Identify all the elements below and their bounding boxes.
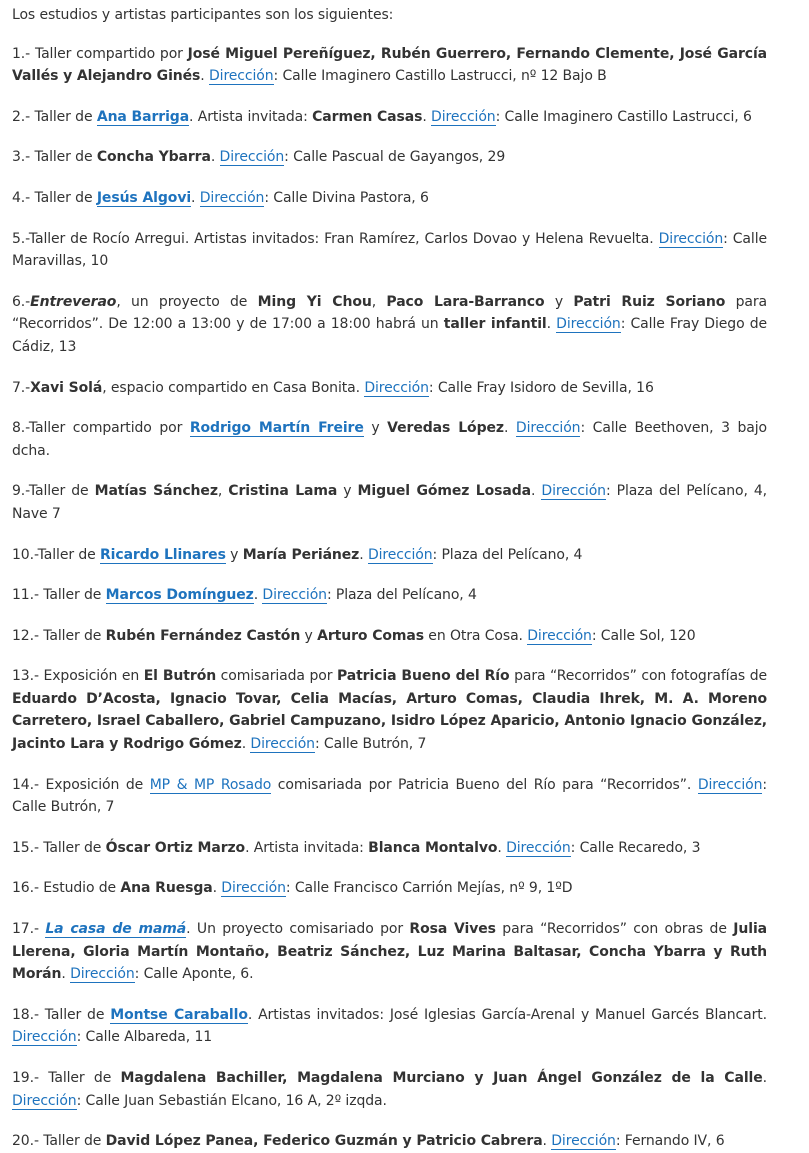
item-text: : Calle Albareda, 11 xyxy=(76,1029,213,1046)
address-link[interactable]: Dirección xyxy=(658,230,724,247)
artist-name: José Miguel Pereñíguez, Rubén Guerrero, Fernando Clemente, José García Vallés y Alejandro Ginés xyxy=(12,45,767,85)
item-text: . Artista invitada: xyxy=(189,108,313,125)
venue-item xyxy=(12,877,767,900)
item-text: 7.- xyxy=(12,379,31,396)
item-text: . xyxy=(191,189,200,206)
item-text: : Plaza del Pelícano, 4, Nave 7 xyxy=(12,483,768,522)
item-text: . Artista invitada: xyxy=(245,839,369,856)
venue-item xyxy=(12,625,767,648)
item-text: 19.- Taller de xyxy=(12,1070,121,1086)
venue-item xyxy=(12,1067,767,1112)
item-text: 20.- Taller de xyxy=(12,1133,106,1150)
address-link[interactable]: Dirección xyxy=(221,880,286,897)
item-text: , xyxy=(217,483,229,500)
item-text: para “Recorridos” con obras de xyxy=(495,921,734,938)
artist-name: David López Panea, Federico Guzmán y Patricio Cabrera xyxy=(105,1133,543,1150)
artist-link[interactable]: Ana Barriga xyxy=(96,108,190,125)
address-link[interactable]: Dirección xyxy=(556,316,621,333)
venue-item xyxy=(12,774,767,819)
address-link[interactable]: Dirección xyxy=(219,149,285,166)
item-text: : Calle Aponte, 6. xyxy=(134,966,254,983)
artist-name: Julia Llerena, Gloria Martín Montaño, Beatriz Sánchez, Luz Marina Baltasar, Concha Ybarra y Ruth Morán xyxy=(12,921,767,983)
item-text: 10.-Taller de xyxy=(12,546,100,563)
item-text: : Calle Sol, 120 xyxy=(591,627,696,644)
item-text: : Calle Juan Sebastián Elcano, 16 A, 2º izqda. xyxy=(76,1092,387,1109)
artist-name: Ming Yi Chou xyxy=(257,293,372,310)
venue-item xyxy=(12,918,767,986)
address-link[interactable]: Dirección xyxy=(199,189,265,206)
venue-item xyxy=(12,417,767,462)
item-text: . xyxy=(212,880,222,897)
item-text: : Fernando IV, 6 xyxy=(615,1133,725,1150)
artist-name: María Periánez xyxy=(242,546,360,563)
artist-name: Entreverao xyxy=(30,293,117,310)
artist-name: Concha Ybarra xyxy=(96,149,211,166)
address-link[interactable]: Dirección xyxy=(12,1092,77,1109)
artist-name: Carmen Casas xyxy=(312,108,423,125)
venue-item xyxy=(12,291,767,359)
artist-name: taller infantil xyxy=(443,316,547,333)
artist-name: Patricia Bueno del Río xyxy=(336,668,510,685)
artist-name: Rubén Fernández Castón xyxy=(105,627,301,644)
item-text: . xyxy=(200,68,209,85)
item-text: . xyxy=(253,587,263,604)
artist-name: Rosa Vives xyxy=(409,921,496,938)
item-text: : Calle Beethoven, 3 bajo dcha. xyxy=(12,420,768,459)
item-text: : Calle Imaginero Castillo Lastrucci, nº 12 Bajo B xyxy=(273,68,607,85)
address-link[interactable]: Dirección xyxy=(250,736,315,753)
artist-link[interactable]: Montse Caraballo xyxy=(110,1006,248,1023)
intro-text: Los estudios y artistas participantes son los siguientes: xyxy=(12,7,394,23)
item-text: comisariada por Patricia Bueno del Río para “Recorridos”. xyxy=(271,776,698,793)
item-text: 12.- Taller de xyxy=(12,627,106,644)
item-text: y xyxy=(225,546,243,563)
item-text: en Otra Cosa. xyxy=(423,627,528,644)
venue-item xyxy=(12,1130,767,1153)
venue-list xyxy=(12,43,767,1153)
item-text: , espacio compartido en Casa Bonita. xyxy=(102,379,365,396)
venue-item xyxy=(12,146,767,169)
item-text: 5.-Taller de Rocío Arregui. Artistas invitados: Fran Ramírez, Carlos Dovao y Helena Revuelta. xyxy=(12,230,659,247)
item-text: 4.- Taller de xyxy=(12,189,97,206)
item-text: : Calle Francisco Carrión Mejías, nº 9, 1ºD xyxy=(285,880,573,897)
venue-item xyxy=(12,43,767,88)
item-text: 1.- Taller compartido por xyxy=(12,45,188,62)
item-text: y xyxy=(300,627,318,644)
item-text: 16.- Estudio de xyxy=(12,880,121,897)
address-link[interactable]: Dirección xyxy=(506,839,571,856)
venue-item xyxy=(12,187,767,210)
address-link[interactable]: Dirección xyxy=(431,108,496,125)
address-link[interactable]: Dirección xyxy=(697,776,763,793)
item-text: , un proyecto de xyxy=(116,293,258,310)
address-link[interactable]: Dirección xyxy=(70,966,135,983)
item-text: . xyxy=(241,736,251,753)
item-text: . xyxy=(503,420,516,437)
artist-name: Xavi Solá xyxy=(30,379,103,396)
item-text: 15.- Taller de xyxy=(12,839,106,856)
address-link[interactable]: Dirección xyxy=(367,546,433,563)
address-link[interactable]: Dirección xyxy=(527,627,592,644)
artist-link[interactable]: La casa de mamá xyxy=(45,921,187,938)
item-text: y xyxy=(544,293,574,310)
artist-link[interactable]: Ricardo Llinares xyxy=(100,546,226,563)
item-text: : Calle Divina Pastora, 6 xyxy=(264,189,429,206)
item-text: , xyxy=(371,293,387,310)
item-text: : Plaza del Pelícano, 4 xyxy=(326,587,477,604)
item-text: : Calle Butrón, 7 xyxy=(314,736,427,753)
artist-link[interactable]: MP & MP Rosado xyxy=(149,776,272,793)
artist-name: Miguel Gómez Losada xyxy=(357,483,531,500)
artist-name: Matías Sánchez xyxy=(94,483,218,500)
artist-name: Magdalena Bachiller, Magdalena Murciano y Juan Ángel González de la Calle xyxy=(120,1070,763,1086)
item-text: : Calle Maravillas, 10 xyxy=(12,230,767,270)
item-text: : Calle Fray Isidoro de Sevilla, 16 xyxy=(428,379,654,396)
item-text: : Calle Imaginero Castillo Lastrucci, 6 xyxy=(495,108,752,125)
item-text: . xyxy=(210,149,220,166)
venue-item xyxy=(12,228,767,273)
artist-name: Cristina Lama xyxy=(228,483,338,500)
venue-item xyxy=(12,665,767,755)
item-text: . xyxy=(422,108,432,125)
artist-link[interactable]: Jesús Algovi xyxy=(96,189,192,206)
item-text: . xyxy=(762,1070,767,1086)
item-text: 6.- xyxy=(12,293,31,310)
item-text: y xyxy=(337,483,358,500)
item-text: para “Recorridos”. De 12:00 a 13:00 y de 17:00 a 18:00 habrá un xyxy=(12,293,767,333)
item-text: : Calle Butrón, 7 xyxy=(12,776,767,816)
address-link[interactable]: Dirección xyxy=(515,420,581,437)
artist-name: Veredas López xyxy=(387,420,504,437)
venue-item xyxy=(12,106,767,129)
item-text: : Plaza del Pelícano, 4 xyxy=(432,546,583,563)
item-text: . xyxy=(542,1133,552,1150)
artist-name: El Butrón xyxy=(143,668,217,685)
item-text: 9.-Taller de xyxy=(12,483,95,500)
item-text: 11.- Taller de xyxy=(12,587,106,604)
item-text: 14.- Exposición de xyxy=(12,776,150,793)
venue-item xyxy=(12,584,767,607)
artist-link[interactable]: Marcos Domínguez xyxy=(105,587,254,604)
address-link[interactable]: Dirección xyxy=(262,587,327,604)
item-text: . xyxy=(359,546,368,563)
item-text: . xyxy=(61,966,71,983)
item-text: . xyxy=(530,483,542,500)
address-link[interactable]: Dirección xyxy=(364,379,429,396)
item-text: . Un proyecto comisariado por xyxy=(186,921,410,938)
venue-item xyxy=(12,377,767,400)
venue-item xyxy=(12,1004,767,1049)
item-text: 2.- Taller de xyxy=(12,108,97,125)
artist-name: Eduardo D’Acosta, Ignacio Tovar, Celia Macías, Arturo Comas, Claudia Ihrek, M. A. Moreno Carretero, Israel Caballero, Gabriel Campuzano, Isidro López Aparicio, Antonio Ignacio González, Jacinto Lara y Rodrigo Gómez xyxy=(12,690,767,753)
item-text: . xyxy=(546,316,557,333)
item-text: . Artistas invitados: José Iglesias García-Arenal y Manuel Garcés Blancart. xyxy=(247,1006,767,1023)
item-text: 8.-Taller compartido por xyxy=(12,420,190,437)
item-text: 13.- Exposición en xyxy=(12,668,144,685)
artist-name: Paco Lara-Barranco xyxy=(386,293,545,310)
item-text: para “Recorridos” con fotografías de xyxy=(509,668,767,685)
venue-item xyxy=(12,544,767,567)
artist-link[interactable]: Rodrigo Martín Freire xyxy=(189,420,364,437)
item-text: : Calle Fray Diego de Cádiz, 13 xyxy=(12,316,768,355)
venue-item xyxy=(12,837,767,860)
item-text: : Calle Recaredo, 3 xyxy=(570,839,701,856)
item-text: y xyxy=(363,420,388,437)
item-text: comisariada por xyxy=(216,668,337,685)
item-text: . xyxy=(497,839,507,856)
item-text: : Calle Pascual de Gayangos, 29 xyxy=(284,149,506,166)
address-link[interactable]: Dirección xyxy=(541,483,606,500)
venue-item xyxy=(12,480,767,525)
artist-name: Blanca Montalvo xyxy=(368,839,498,856)
item-text: 17.- xyxy=(12,921,46,938)
address-link[interactable]: Dirección xyxy=(12,1029,77,1046)
artist-name: Patri Ruiz Soriano xyxy=(573,293,726,310)
address-link[interactable]: Dirección xyxy=(208,68,274,85)
item-text: 3.- Taller de xyxy=(12,149,97,166)
artist-name: Óscar Ortiz Marzo xyxy=(105,839,246,856)
item-text: 18.- Taller de xyxy=(12,1006,111,1023)
artist-name: Arturo Comas xyxy=(317,627,424,644)
artist-name: Ana Ruesga xyxy=(120,880,213,897)
address-link[interactable]: Dirección xyxy=(551,1133,616,1150)
